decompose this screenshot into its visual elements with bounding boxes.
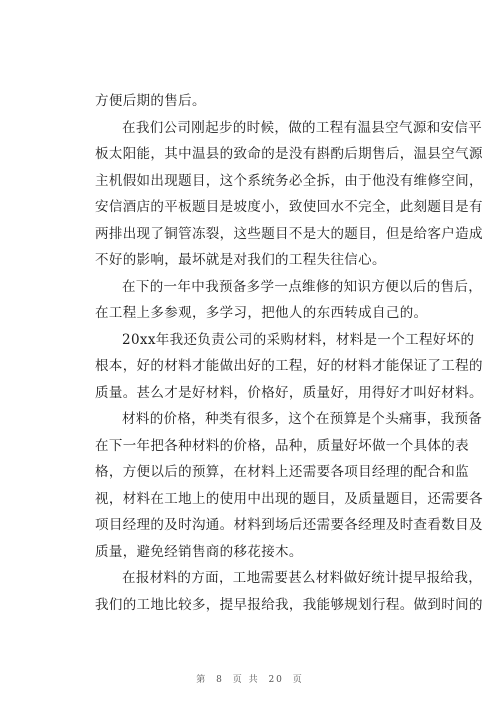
- text-line: 质量。甚么才是好材料，价格好，质量好，用得好才叫好材料。: [95, 384, 483, 401]
- text-line: 项目经理的及时沟通。材料到场后还需要各经理及时查看数目及: [95, 517, 483, 533]
- text-line: 质量，避免经销售商的移花接木。: [95, 543, 303, 560]
- text-line: 我们的工地比较多，提早报给我，我能够规划行程。做到时间的: [95, 596, 483, 613]
- footer-prefix: 第: [196, 675, 208, 685]
- text-line: 20xx年我还负责公司的采购材料，材料是一个工程好坏的: [122, 331, 475, 348]
- text-line: 主机假如出现题目，这个系统务必全拆，由于他没有维修空间，: [95, 172, 483, 189]
- footer-suffix: 页: [292, 675, 304, 685]
- text-line: 板太阳能，其中温县的致命的是没有斟酌后期售后，温县空气源: [95, 146, 483, 162]
- text-line: 在下一年把各种材料的价格，品种，质量好坏做一个具体的表: [95, 437, 469, 454]
- text-line: 在下的一年中我预备多学一点维修的知识方便以后的售后，: [122, 278, 483, 295]
- footer-total-pages: 20: [268, 675, 284, 685]
- text-line: 两排出现了铜管冻裂，这些题目不是大的题目，但是给客户造成: [95, 225, 483, 242]
- text-line: 在工程上多参观，多学习，把他人的东西转成自己的。: [95, 305, 428, 321]
- text-line: 根本，好的材料才能做出好的工程，好的材料才能保证了工程的: [95, 358, 483, 374]
- text-line: 不好的影响，最坏就是对我们的工程失往信心。: [95, 252, 386, 268]
- text-line: 在报材料的方面，工地需要甚么材料做好统计提早报给我，: [122, 570, 483, 586]
- text-line: 材料的价格，种类有很多，这个在预算是个头痛事，我预备: [122, 411, 483, 427]
- footer-middle: 页 共: [232, 675, 260, 685]
- footer-page-number: 8: [216, 675, 224, 685]
- text-line: 方便后期的售后。: [95, 93, 206, 109]
- text-line: 格，方便以后的预算，在材料上还需要各项目经理的配合和监: [95, 464, 469, 480]
- body-text: [95, 88, 483, 618]
- text-line: 在我们公司刚起步的时候，做的工程有温县空气源和安信平: [122, 119, 483, 136]
- text-line: 视，材料在工地上的使用中出现的题目，及质量题目，还需要各: [95, 490, 483, 507]
- text-line: 安信酒店的平板题目是坡度小，致使回水不完全，此刻题目是有: [95, 199, 483, 215]
- page-footer: [0, 672, 500, 685]
